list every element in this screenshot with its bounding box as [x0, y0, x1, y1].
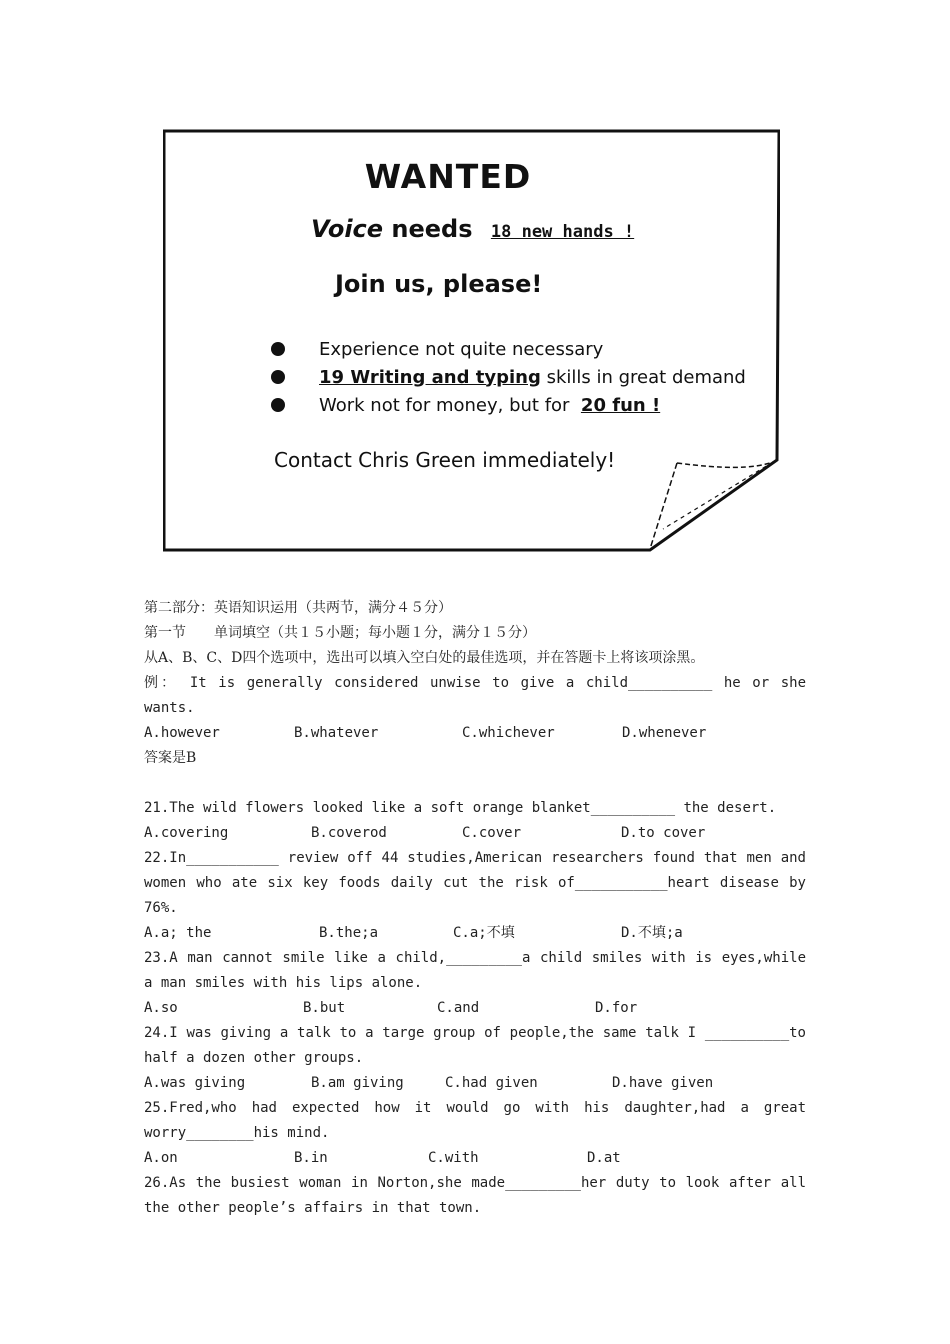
section-heading: 第二部分：英语知识运用（共两节，满分４５分） — [144, 600, 452, 616]
poster-brand: Voice — [311, 215, 384, 243]
option: B.coverod — [311, 825, 387, 841]
exam-section — [144, 596, 806, 1221]
question-options — [144, 996, 806, 1021]
option: A.however — [144, 725, 220, 741]
option: B.in — [294, 1150, 328, 1166]
option: C.whichever — [462, 725, 555, 741]
option: B.the;a — [319, 925, 379, 941]
poster-contact: Contact Chris Green immediately! — [274, 448, 616, 472]
example-options — [144, 721, 806, 746]
option: D.have given — [612, 1075, 714, 1091]
poster-title: WANTED — [364, 157, 532, 196]
example-stem: 例： It is generally considered unwise to give a child__________ he or she wants. — [144, 675, 806, 716]
poster-blank-19: 19 Writing and typing — [319, 366, 541, 388]
option: D.whenever — [622, 725, 707, 741]
section-subheading: 第一节 单词填空（共１５小题；每小题１分，满分１５分） — [144, 625, 536, 641]
option: D.不填;a — [621, 925, 683, 941]
question-options — [144, 1146, 806, 1171]
option: C.with — [428, 1150, 479, 1166]
option: D.at — [587, 1150, 621, 1166]
option: A.on — [144, 1150, 178, 1166]
option: A.so — [144, 1000, 178, 1016]
option: C.and — [437, 1000, 480, 1016]
option: B.am giving — [311, 1075, 404, 1091]
poster-headline — [311, 215, 634, 243]
question-stem: 23.A man cannot smile like a child,_________a child smiles with is eyes,while a man smiles with his lips alone. — [144, 950, 806, 991]
question-options — [144, 921, 806, 946]
poster-bullet: 19 Writing and typing skills in great demand — [271, 363, 746, 391]
bullet-icon — [271, 342, 285, 356]
question-stem: 22.In___________ review off 44 studies,American researchers found that men and women who ate six key foods daily cut the risk of___________heart disease by 76%. — [144, 850, 806, 916]
option: B.but — [303, 1000, 346, 1016]
poster-blank-18: 18 new hands ! — [490, 222, 635, 242]
question-stem: 25.Fred,who had expected how it would go with his daughter,had a great worry________his mind. — [144, 1100, 806, 1141]
poster-join: Join us, please! — [335, 270, 543, 298]
option: D.to cover — [621, 825, 706, 841]
poster-bullet: Experience not quite necessary — [271, 335, 746, 363]
poster-blank-20: 20 fun ! — [580, 394, 661, 416]
option: A.was giving — [144, 1075, 246, 1091]
option: A.covering — [144, 825, 229, 841]
question-stem: 21.The wild flowers looked like a soft orange blanket__________ the desert. — [144, 800, 777, 816]
wanted-poster — [163, 129, 780, 553]
question-stem: 24.I was giving a talk to a targe group of people,the same talk I __________to half a dozen other groups. — [144, 1025, 806, 1066]
section-instructions: 从A、B、C、D四个选项中，选出可以填入空白处的最佳选项，并在答题卡上将该项涂黑。 — [144, 650, 705, 666]
option: C.cover — [462, 825, 522, 841]
poster-bullet: Work not for money, but for 20 fun ! — [271, 391, 746, 419]
option: B.whatever — [294, 725, 379, 741]
poster-needs: needs — [391, 215, 473, 243]
poster-bullets — [271, 335, 746, 419]
question-options — [144, 1071, 806, 1096]
option: D.for — [595, 1000, 638, 1016]
question-stem: 26.As the busiest woman in Norton,she made_________her duty to look after all the other people’s affairs in that town. — [144, 1175, 806, 1216]
bullet-icon — [271, 370, 285, 384]
option: A.a; the — [144, 925, 212, 941]
question-options — [144, 821, 806, 846]
bullet-icon — [271, 398, 285, 412]
example-answer: 答案是B — [144, 750, 197, 766]
option: C.had given — [445, 1075, 538, 1091]
option: C.a;不填 — [453, 925, 515, 941]
